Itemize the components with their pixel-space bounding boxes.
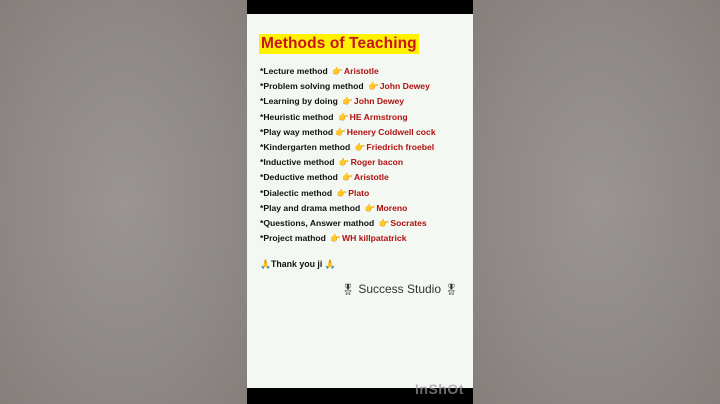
method-name: *Lecture method	[260, 66, 328, 76]
medal-icon: 🎖	[341, 284, 355, 296]
method-name: *Project mathod	[260, 233, 326, 244]
methods-list	[260, 64, 436, 246]
video-frame	[247, 0, 473, 404]
method-name: *Heuristic method	[260, 111, 334, 122]
person-name: Henery Coldwell cock	[346, 126, 436, 137]
method-name: *Play and drama method	[260, 202, 361, 213]
watermark-logo: InShOt	[415, 381, 464, 397]
folded-hands-icon: 🙏	[260, 259, 271, 269]
method-name: *Inductive method	[260, 157, 335, 168]
list-item	[260, 79, 436, 94]
person-name: John Dewey	[379, 81, 430, 92]
method-name: *Dialectic method	[260, 187, 333, 198]
thanks-line	[260, 259, 336, 270]
method-name: *Deductive method	[260, 172, 338, 183]
pointing-hand-icon: 👉	[342, 96, 353, 107]
list-item	[260, 110, 436, 125]
person-name: WH killpatatrick	[342, 233, 407, 244]
list-item	[260, 170, 436, 185]
list-item	[260, 140, 436, 155]
pointing-hand-icon: 👉	[354, 141, 366, 152]
list-item	[260, 231, 436, 246]
list-item	[260, 125, 436, 140]
pointing-hand-icon: 👉	[335, 126, 346, 137]
page-title: Methods of Teaching	[261, 35, 417, 52]
person-name: Plato	[348, 187, 370, 198]
blurred-background-left	[0, 0, 247, 404]
list-item	[260, 155, 436, 170]
pointing-hand-icon: 👉	[330, 233, 341, 244]
medal-icon: 🎖	[444, 284, 459, 296]
list-item	[260, 64, 436, 79]
method-name: *Questions, Answer mathod	[260, 217, 375, 228]
person-name: Socrates	[390, 217, 427, 228]
content-card	[247, 14, 473, 388]
person-name: Aristotle	[343, 66, 379, 76]
list-item	[260, 94, 436, 109]
list-item	[260, 186, 436, 201]
person-name: Roger bacon	[350, 157, 404, 168]
brand-name: Success Studio	[358, 282, 442, 296]
pointing-hand-icon: 👉	[332, 66, 343, 76]
pointing-hand-icon: 👉	[338, 157, 350, 168]
person-name: Aristotle	[353, 172, 389, 183]
pointing-hand-icon: 👉	[378, 217, 390, 228]
brand-signature	[341, 282, 458, 296]
thanks-text: Thank you ji	[270, 259, 323, 269]
method-name: *Learning by doing	[260, 96, 338, 107]
pointing-hand-icon: 👉	[336, 187, 348, 198]
method-name: *Play way method	[260, 126, 334, 137]
method-name: *Problem solving method	[260, 81, 364, 92]
person-name: Moreno	[376, 202, 408, 213]
list-item	[260, 216, 436, 231]
pointing-hand-icon: 👉	[337, 111, 349, 122]
person-name: Friedrich froebel	[366, 141, 435, 152]
blurred-background-right	[473, 0, 720, 404]
method-name: *Kindergarten method	[260, 141, 351, 152]
pointing-hand-icon: 👉	[368, 81, 379, 92]
list-item	[260, 201, 436, 216]
pointing-hand-icon: 👉	[364, 202, 376, 213]
pointing-hand-icon: 👉	[342, 172, 353, 183]
person-name: John Dewey	[353, 96, 405, 107]
folded-hands-icon: 🙏	[324, 259, 336, 269]
person-name: HE Armstrong	[349, 111, 408, 122]
